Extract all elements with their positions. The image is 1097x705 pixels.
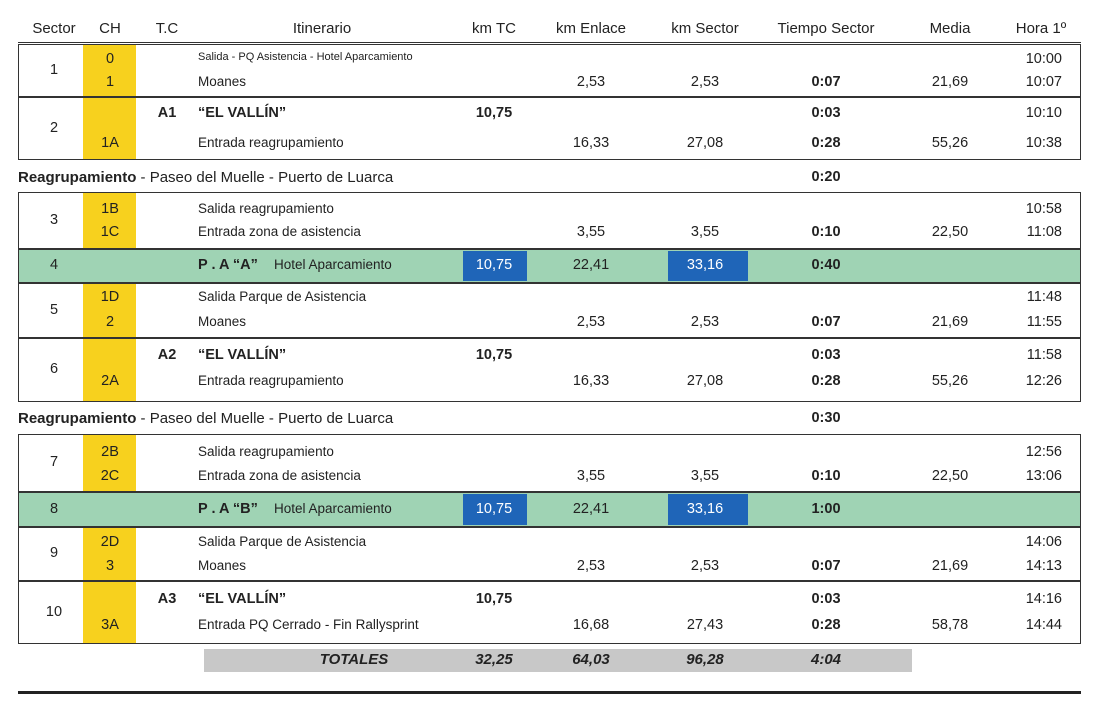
sector-number: 4	[49, 257, 59, 273]
itinerario: Hotel Aparcamiento	[274, 257, 392, 272]
sector-block	[18, 581, 1081, 644]
km-tc: 10,75	[475, 257, 513, 273]
hora: 10:00	[1025, 51, 1062, 67]
hora: 11:48	[1026, 289, 1062, 305]
stage-name: “EL VALLÍN”	[198, 105, 287, 121]
tiempo-sector: 1:00	[811, 501, 841, 517]
tc-code: A3	[157, 591, 177, 607]
totals-label: TOTALES	[319, 651, 389, 668]
tiempo-sector: 0:40	[811, 257, 841, 273]
hora: 10:10	[1025, 105, 1062, 121]
tiempo-sector: 0:28	[811, 373, 841, 389]
tiempo-sector: 0:07	[811, 558, 841, 574]
regroup-location: - Paseo del Muelle - Puerto de Luarca	[136, 410, 394, 427]
ch-code: 1A	[101, 135, 119, 151]
tiempo-sector: 0:07	[811, 74, 841, 90]
regroup-label: Reagrupamiento	[18, 410, 137, 427]
regroup-location: - Paseo del Muelle - Puerto de Luarca	[136, 169, 394, 186]
total-km-tc: 32,25	[475, 651, 513, 668]
media: 21,69	[931, 314, 969, 330]
itinerario: Entrada reagrupamiento	[198, 135, 344, 150]
header-ch: CH	[99, 20, 121, 37]
media: 21,69	[931, 74, 969, 90]
sector-number: 8	[49, 501, 59, 517]
sector-number: 1	[49, 61, 59, 78]
km-enlace: 2,53	[576, 558, 606, 574]
km-tc: 10,75	[475, 347, 513, 363]
itinerario: Hotel Aparcamiento	[274, 501, 392, 516]
ch-code: 1	[105, 74, 115, 90]
km-sector: 2,53	[690, 314, 720, 330]
km-enlace: 3,55	[576, 468, 606, 484]
sector-number: 10	[45, 603, 63, 620]
tiempo-sector: 0:10	[811, 224, 841, 240]
assistance-label: P . A “A”	[198, 257, 258, 273]
km-enlace: 3,55	[576, 224, 606, 240]
hora: 10:38	[1025, 135, 1062, 151]
km-sector: 27,08	[686, 135, 724, 151]
tiempo-sector: 0:28	[811, 135, 841, 151]
media: 22,50	[931, 468, 969, 484]
header-media: Media	[929, 20, 971, 37]
hora: 14:06	[1025, 534, 1062, 550]
itinerario: Entrada reagrupamiento	[198, 373, 344, 388]
sector-number: 9	[49, 545, 59, 561]
km-enlace: 2,53	[576, 314, 606, 330]
hora: 11:08	[1026, 224, 1062, 240]
itinerario: Entrada zona de asistencia	[198, 468, 361, 483]
hora: 11:58	[1026, 347, 1062, 363]
km-enlace: 2,53	[576, 74, 606, 90]
total-tiempo: 4:04	[810, 651, 842, 668]
regroup-row	[18, 411, 393, 426]
km-enlace: 16,33	[572, 135, 610, 151]
media: 22,50	[931, 224, 969, 240]
tiempo-sector: 0:07	[811, 314, 841, 330]
km-sector: 2,53	[690, 558, 720, 574]
ch-code: 1C	[100, 224, 120, 240]
ch-code: 3	[105, 558, 115, 574]
sector-number: 6	[49, 361, 59, 377]
header-hora: Hora 1º	[1015, 20, 1067, 37]
km-enlace: 16,33	[572, 373, 610, 389]
ch-code: 1B	[101, 201, 119, 217]
stage-name: “EL VALLÍN”	[198, 591, 287, 607]
header-itinerario: Itinerario	[292, 20, 352, 37]
regroup-tiempo: 0:30	[811, 410, 841, 426]
hora: 12:26	[1025, 373, 1062, 389]
km-enlace: 22,41	[572, 501, 610, 517]
total-km-enlace: 64,03	[572, 651, 610, 668]
header-underline	[18, 42, 1081, 43]
header-sector: Sector	[32, 20, 76, 37]
tiempo-sector: 0:03	[811, 347, 841, 363]
ch-code: 0	[105, 51, 115, 67]
header-km-tc: km TC	[472, 20, 516, 37]
km-sector: 33,16	[686, 501, 724, 517]
ch-code: 2	[105, 314, 115, 330]
ch-code: 3A	[101, 617, 119, 633]
itinerario: Salida Parque de Asistencia	[198, 289, 367, 304]
itinerario: Salida reagrupamiento	[198, 444, 334, 459]
itinerario: Moanes	[198, 314, 247, 329]
ch-code: 2D	[100, 534, 120, 550]
hora: 14:13	[1025, 558, 1062, 574]
tc-code: A2	[157, 347, 177, 363]
hora: 10:07	[1025, 74, 1062, 90]
km-tc: 10,75	[475, 105, 513, 121]
hora: 10:58	[1025, 201, 1062, 217]
regroup-row	[18, 170, 393, 185]
itinerario: Moanes	[198, 74, 247, 89]
tiempo-sector: 0:03	[811, 591, 841, 607]
km-sector: 33,16	[686, 257, 724, 273]
ch-code: 2A	[101, 373, 119, 389]
tiempo-sector: 0:28	[811, 617, 841, 633]
hora: 14:44	[1025, 617, 1062, 633]
km-tc: 10,75	[475, 591, 513, 607]
itinerario: Salida - PQ Asistencia - Hotel Aparcamiento	[198, 51, 413, 63]
sector-number: 7	[49, 454, 59, 470]
total-km-sector: 96,28	[686, 651, 724, 668]
media: 55,26	[931, 135, 969, 151]
km-enlace: 22,41	[572, 257, 610, 273]
km-tc: 10,75	[475, 501, 513, 517]
tiempo-sector: 0:10	[811, 468, 841, 484]
itinerario: Salida reagrupamiento	[198, 201, 334, 216]
itinerario: Entrada PQ Cerrado - Fin Rallysprint	[198, 617, 419, 632]
header-km-sector: km Sector	[671, 20, 739, 37]
itinerario: Entrada zona de asistencia	[198, 224, 361, 239]
km-sector: 27,08	[686, 373, 724, 389]
sector-number: 5	[49, 301, 59, 318]
regroup-label: Reagrupamiento	[18, 169, 137, 186]
km-sector: 27,43	[686, 617, 724, 633]
sector-number: 3	[49, 211, 59, 228]
header-km-enlace: km Enlace	[555, 20, 627, 37]
stage-name: “EL VALLÍN”	[198, 347, 287, 363]
media: 21,69	[931, 558, 969, 574]
itinerario: Moanes	[198, 558, 247, 573]
hora: 12:56	[1025, 444, 1062, 460]
bottom-rule	[18, 691, 1081, 694]
regroup-tiempo: 0:20	[811, 169, 841, 185]
ch-code: 2C	[100, 468, 120, 484]
km-sector: 2,53	[690, 74, 720, 90]
km-enlace: 16,68	[572, 617, 610, 633]
km-sector: 3,55	[690, 468, 720, 484]
hora: 14:16	[1025, 591, 1062, 607]
tiempo-sector: 0:03	[811, 105, 841, 121]
itinerario: Salida Parque de Asistencia	[198, 534, 367, 549]
assistance-label: P . A “B”	[198, 501, 258, 517]
media: 55,26	[931, 373, 969, 389]
media: 58,78	[931, 617, 969, 633]
hora: 11:55	[1026, 314, 1062, 330]
header-tiempo-sector: Tiempo Sector	[777, 20, 875, 37]
header-tc: T.C	[155, 20, 179, 37]
ch-code: 1D	[100, 289, 120, 305]
sector-block	[18, 192, 1081, 249]
km-sector: 3,55	[690, 224, 720, 240]
ch-code: 2B	[101, 444, 119, 460]
tc-code: A1	[157, 105, 177, 121]
sector-number: 2	[49, 119, 59, 136]
hora: 13:06	[1025, 468, 1062, 484]
